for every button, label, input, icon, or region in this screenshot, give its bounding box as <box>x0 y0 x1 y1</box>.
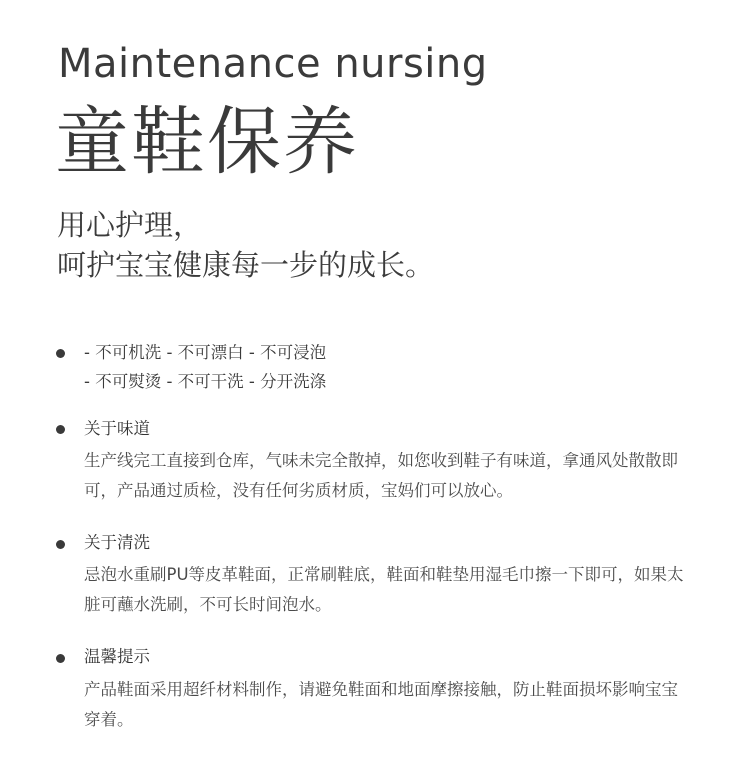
section-body-tips: 产品鞋面采用超纤材料制作，请避免鞋面和地面摩擦接触，防止鞋面损坏影响宝宝穿着。 <box>84 680 678 729</box>
bullet-icon <box>56 540 65 549</box>
bullet-icon <box>56 349 65 358</box>
subtitle <box>57 205 434 285</box>
bullet-icon <box>56 654 65 663</box>
english-title: Maintenance nursing <box>58 41 488 87</box>
care-rules-line-2: - 不可熨烫 - 不可干洗 - 分开洗涤 <box>84 372 327 391</box>
section-heading-cleaning: 关于清洗 <box>84 533 150 552</box>
section-heading-smell: 关于味道 <box>84 419 150 438</box>
subtitle-line-2: 呵护宝宝健康每一步的成长。 <box>57 248 435 282</box>
section-heading-tips: 温馨提示 <box>84 647 150 666</box>
care-rules-line-1: - 不可机洗 - 不可漂白 - 不可浸泡 <box>84 343 327 362</box>
section-body-smell: 生产线完工直接到仓库，气味未完全散掉，如您收到鞋子有味道，拿通风处散散即可，产品通过质检，没有任何劣质材质，宝妈们可以放心。 <box>84 451 678 500</box>
bullet-icon <box>56 425 65 434</box>
subtitle-line-1: 用心护理， <box>57 208 203 242</box>
chinese-title: 童鞋保养 <box>55 99 359 185</box>
section-body-cleaning: 忌泡水重刷PU等皮革鞋面，正常刷鞋底，鞋面和鞋垫用湿毛巾擦一下即可，如果太脏可蘸水洗刷，不可长时间泡水。 <box>84 565 684 614</box>
